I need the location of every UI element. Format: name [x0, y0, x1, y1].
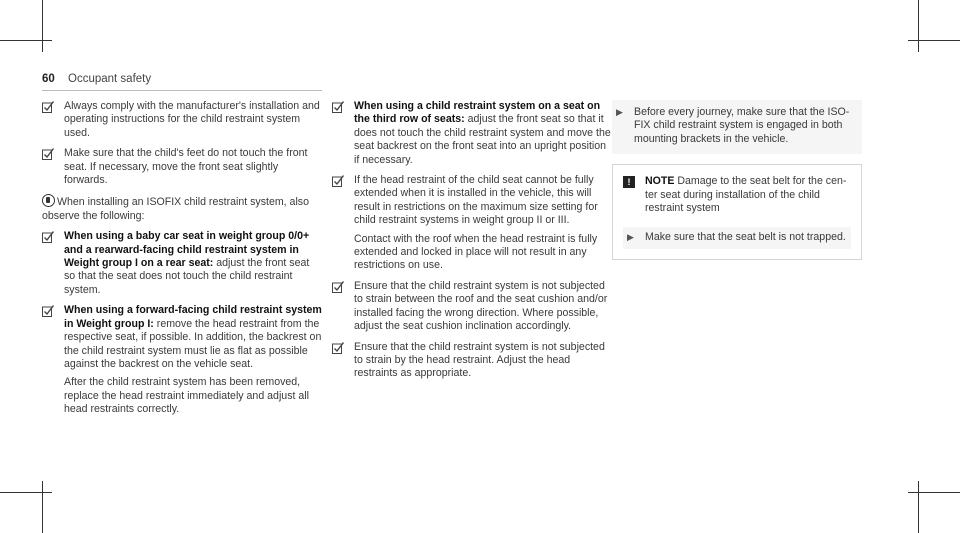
checklist-body: remove the head restraint from the respective seat, if possible. In addition, the backrest on the child restraint system must lie as flat as possible against the backrest on the vehicle seat.	[64, 317, 322, 370]
checklist-text	[64, 304, 322, 416]
checklist-body: adjust the front seat so that it does not touch the child restraint system and move the seat backrest on the front seat into an upright position if necessary.	[354, 113, 611, 166]
checkbox-icon	[332, 101, 345, 113]
arrow-right-icon: ▶	[627, 232, 634, 243]
checklist-item	[42, 304, 322, 416]
checklist-heading: When using a child restraint system on a seat on the third row of seats:	[354, 100, 601, 126]
info-icon	[42, 194, 55, 207]
checklist-text	[64, 230, 322, 297]
header-rule	[42, 90, 322, 91]
notice-body: Damage to the seat belt for the center seat during installation of the child restraint system	[645, 175, 847, 215]
checklist-item	[332, 174, 612, 273]
checkbox-icon	[42, 101, 55, 113]
checkbox-icon	[42, 231, 55, 243]
checklist-text: Ensure that the child restraint system is not subjected to strain between the roof and the seat cushion and/or installed facing the wrong direction. Where possible, adjust the seat cushion inclination accordingly.	[354, 279, 608, 333]
column-1	[42, 100, 322, 424]
checklist-text	[354, 100, 612, 167]
page-number: 60	[42, 73, 55, 85]
warning-icon: !	[623, 176, 635, 188]
checklist-heading: When using a baby car seat in weight group 0/0+ and a rearward-facing child restraint system in Weight group I on a rear seat:	[64, 230, 310, 270]
notice-box	[612, 164, 862, 260]
crop-mark	[908, 492, 960, 493]
crop-mark	[42, 0, 43, 52]
checklist-item	[332, 280, 612, 334]
checklist-item	[42, 147, 322, 187]
notice-heading	[623, 175, 851, 215]
checklist-paragraph: Contact with the roof when the head restraint is fully extended and locked in place will not result in any restrictions on use.	[354, 232, 598, 272]
checkbox-icon	[332, 342, 345, 354]
column-2	[332, 100, 612, 388]
checklist-item	[42, 230, 322, 297]
checklist-paragraph: After the child restraint system has been removed, replace the head restraint immediately and adjust all head restraints correctly.	[64, 376, 309, 416]
checklist-item	[42, 100, 322, 140]
crop-mark	[42, 481, 43, 533]
checklist-text: Ensure that the child restraint system is not subjected to strain by the head restraint. Adjust the head restraints as appropriate.	[354, 340, 605, 380]
checklist-text: Always comply with the manufacturer's installation and operating instructions for the child restraint system used.	[64, 100, 320, 139]
checklist-heading: When using a forward-facing child restraint system in Weight group I:	[64, 304, 322, 330]
section-title: Occupant safety	[68, 73, 152, 85]
checklist-body: If the head restraint of the child seat cannot be fully extended when it is installed in the vehicle, this will result in restrictions on the maximum size setting for child restraint systems in weight group II or III.	[354, 174, 598, 227]
checkbox-icon	[332, 175, 345, 187]
checklist-body: adjust the front seat so that the seat does not touch the child restraint system.	[64, 257, 310, 296]
step-text: Before every journey, make sure that the ISOFIX child restraint system is engaged in both mounting brackets in the vehicle.	[634, 106, 850, 145]
crop-mark	[908, 40, 960, 41]
step-text: Make sure that the seat belt is not trapped.	[645, 231, 846, 244]
page-header	[42, 73, 151, 85]
checkbox-icon	[332, 281, 345, 293]
crop-mark	[0, 492, 52, 493]
crop-mark	[918, 481, 919, 533]
info-note	[42, 194, 322, 223]
notice-text	[645, 175, 851, 215]
instruction-step	[623, 227, 851, 248]
column-3	[612, 100, 862, 260]
checklist-text: Make sure that the child's feet do not touch the front seat. If necessary, move the front seat slightly forwards.	[64, 147, 308, 187]
crop-mark	[0, 40, 52, 41]
checklist-text	[354, 174, 612, 273]
checklist-item	[332, 100, 612, 167]
checkbox-icon	[42, 148, 55, 160]
instruction-step	[612, 100, 862, 154]
checkbox-icon	[42, 305, 55, 317]
note-text: When installing an ISOFIX child restraint system, also observe the following:	[42, 196, 309, 222]
arrow-right-icon: ▶	[616, 107, 623, 117]
crop-mark	[918, 0, 919, 52]
checklist-item	[332, 341, 612, 381]
notice-label: NOTE	[645, 175, 675, 188]
